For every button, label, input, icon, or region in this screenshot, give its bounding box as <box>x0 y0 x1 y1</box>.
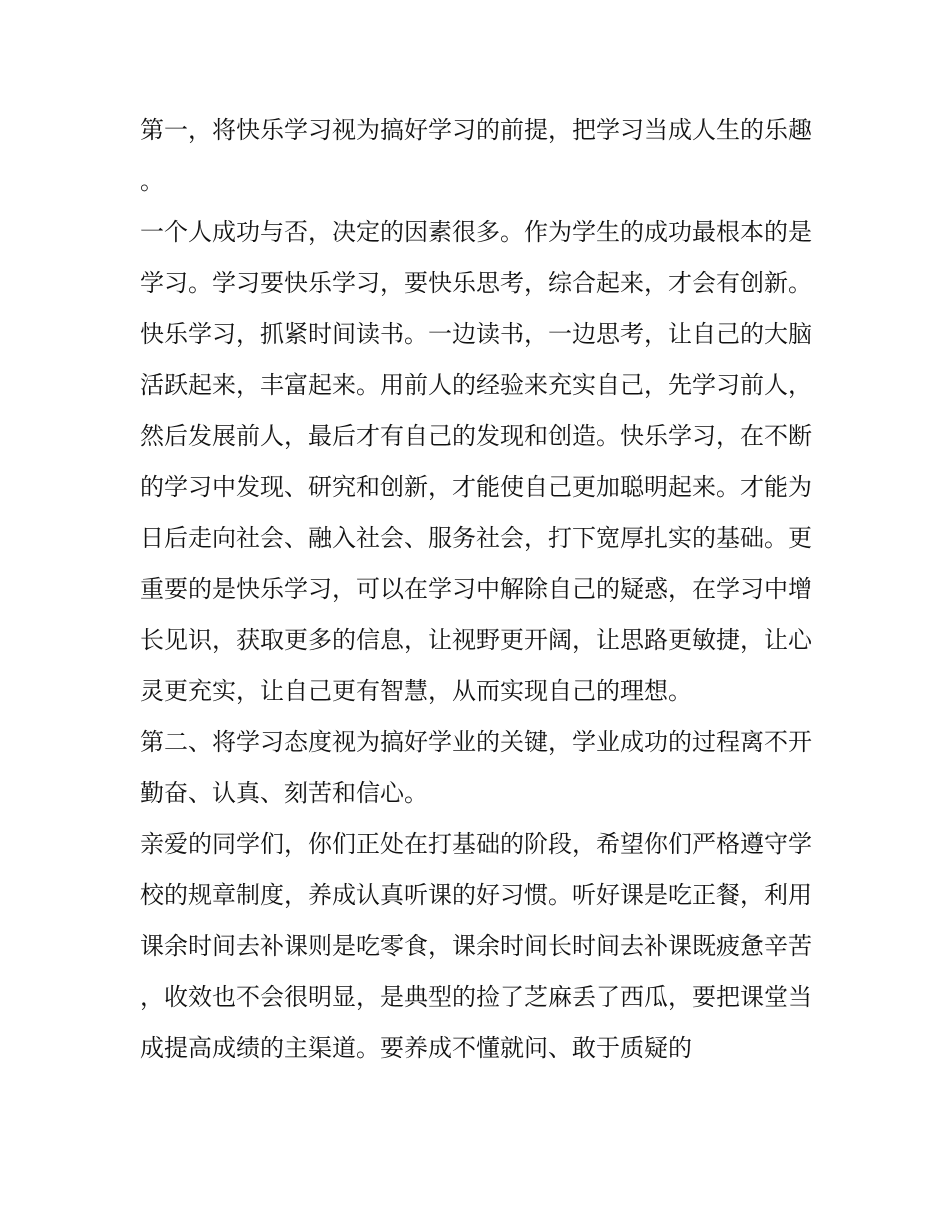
paragraph-1: 第一，将快乐学习视为搞好学习的前提，把学习当成人生的乐趣。 <box>140 116 812 195</box>
document-body <box>140 105 812 1074</box>
paragraph-4: 亲爱的同学们，你们正处在打基础的阶段，希望你们严格遵守学校的规章制度，养成认真听课的好习惯。听好课是吃正餐，利用课余时间去补课则是吃零食，课余时间长时间去补课既疲惫辛苦，收效也不会很明显，是典型的捡了芝麻丢了西瓜，要把课堂当成提高成绩的主渠道。要养成不懂就问、敢于质疑的 <box>140 830 812 1062</box>
paragraph-3: 第二、将学习态度视为搞好学业的关键，学业成功的过程离不开勤奋、认真、刻苦和信心。 <box>140 728 812 807</box>
paragraph-2: 一个人成功与否，决定的因素很多。作为学生的成功最根本的是学习。学习要快乐学习，要快乐思考，综合起来，才会有创新。快乐学习，抓紧时间读书。一边读书，一边思考，让自己的大脑活跃起来，丰富起来。用前人的经验来充实自己，先学习前人，然后发展前人，最后才有自己的发现和创造。快乐学习，在不断的学习中发现、研究和创新，才能使自己更加聪明起来。才能为日后走向社会、融入社会、服务社会，打下宽厚扎实的基础。更重要的是快乐学习，可以在学习中解除自己的疑惑，在学习中增长见识，获取更多的信息，让视野更开阔，让思路更敏捷，让心灵更充实，让自己更有智慧，从而实现自己的理想。 <box>140 218 812 705</box>
